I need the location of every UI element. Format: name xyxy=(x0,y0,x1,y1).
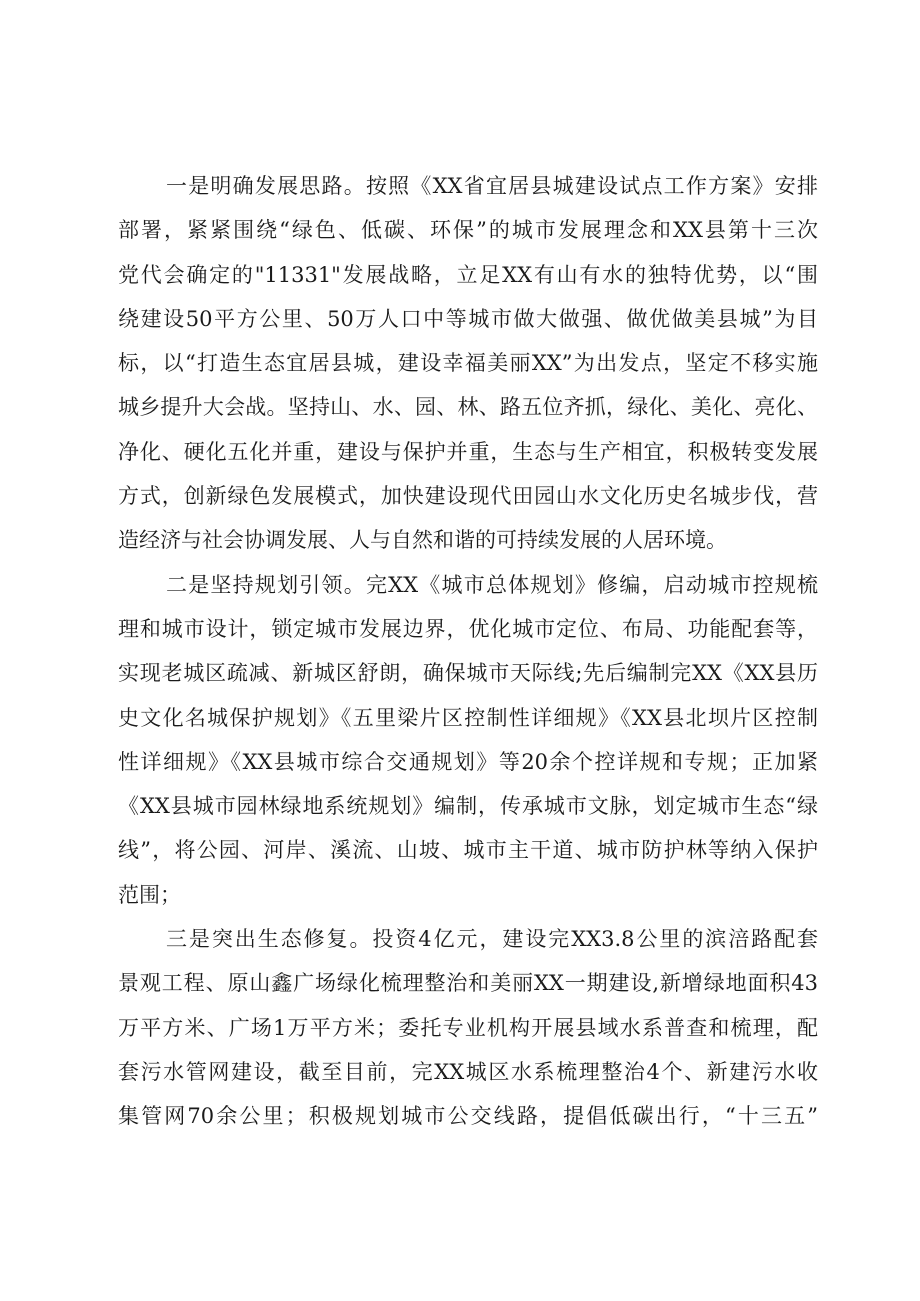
text-line: 线”，将公园、河岸、溪流、山坡、城市主干道、城市防护林等纳入保护 xyxy=(118,838,818,863)
text-line: 实现老城区疏减、新城区舒朗，确保城市天际线;先后编制完XX《XX县历 xyxy=(118,661,818,686)
text-line: 净化、硬化五化并重，建设与保护并重，生态与生产相宜，积极转变发展 xyxy=(118,439,818,464)
paragraph-1 xyxy=(118,164,818,563)
text-line: 三是突出生态修复。投资4亿元，建设完XX3.8公里的滨涪路配套 xyxy=(166,927,818,952)
text-line: 一是明确发展思路。按照《XX省宜居县城建设试点工作方案》安排 xyxy=(166,174,818,198)
text-line: 二是坚持规划引领。完XX《城市总体规划》修编，启动城市控规梳 xyxy=(166,572,818,597)
text-line: 万平方米、广场1万平方米；委托专业机构开展县域水系普查和梳理，配 xyxy=(118,1015,818,1040)
text-line: 《XX县城市园林绿地系统规划》编制，传承城市文脉，划定城市生态“绿 xyxy=(118,794,818,819)
text-line: 集管网70余公里；积极规划城市公交线路，提倡低碳出行，“十三五” xyxy=(118,1104,818,1129)
text-line: 造经济与社会协调发展、人与自然和谐的可持续发展的人居环境。 xyxy=(118,528,727,553)
text-line: 党代会确定的"11331"发展战略，立足XX有山有水的独特优势，以“围 xyxy=(118,262,818,287)
text-line: 景观工程、原山鑫广场绿化梳理整治和美丽XX一期建设,新增绿地面积43 xyxy=(118,971,818,996)
text-line: 史文化名城保护规划》《五里梁片区控制性详细规》《XX县北坝片区控制 xyxy=(118,705,818,730)
text-line: 理和城市设计，锁定城市发展边界，优化城市定位、布局、功能配套等， xyxy=(118,616,818,641)
paragraph-3 xyxy=(118,917,818,1138)
text-line: 性详细规》《XX县城市综合交通规划》等20余个控详规和专规；正加紧 xyxy=(118,749,818,774)
text-line: 绕建设50平方公里、50万人口中等城市做大做强、做优做美县城”为目 xyxy=(118,306,818,331)
text-line: 范围； xyxy=(118,882,181,907)
text-line: 部署，紧紧围绕“绿色、低碳、环保”的城市发展理念和XX县第十三次 xyxy=(118,218,818,243)
body-text xyxy=(118,164,818,1139)
text-line: 方式，创新绿色发展模式，加快建设现代田园山水文化历史名城步伐，营 xyxy=(118,484,818,509)
text-line: 套污水管网建设，截至目前，完XX城区水系梳理整治4个、新建污水收 xyxy=(118,1059,818,1084)
text-line: 标，以“打造生态宜居县城，建设幸福美丽XX”为出发点，坚定不移实施 xyxy=(118,351,818,376)
text-line: 城乡提升大会战。坚持山、水、园、林、路五位齐抓，绿化、美化、亮化、 xyxy=(118,395,818,420)
paragraph-2 xyxy=(118,563,818,917)
